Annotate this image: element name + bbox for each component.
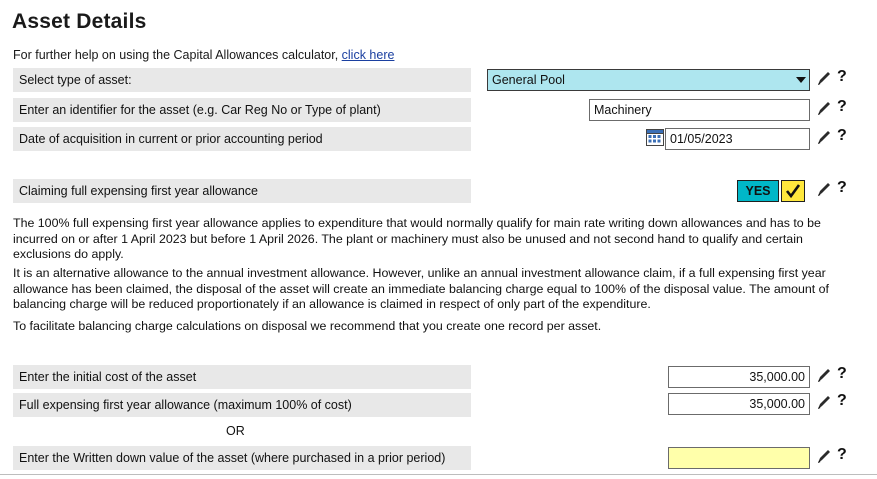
bottom-divider <box>0 474 877 475</box>
edit-pencil-icon-written-down-value[interactable] <box>816 448 832 466</box>
or-divider: OR <box>226 424 245 438</box>
initial-cost-input[interactable]: 35,000.00 <box>668 366 810 388</box>
edit-pencil-icon-acquisition-date[interactable] <box>816 129 832 147</box>
full-expensing-checkbox[interactable] <box>781 180 805 202</box>
help-question-initial-cost[interactable]: ? <box>837 365 847 382</box>
acquisition-date-label: Date of acquisition in current or prior accounting period <box>13 127 471 151</box>
asset-type-select[interactable] <box>487 69 810 91</box>
edit-pencil-icon-identifier[interactable] <box>816 100 832 118</box>
help-question-written-down-value[interactable]: ? <box>837 446 847 463</box>
help-text-prefix: For further help on using the Capital Allowances calculator, <box>13 48 342 62</box>
paragraph-2: It is an alternative allowance to the annual investment allowance. However, unlike an annual investment allowance claim, if a full expensing first year allowance has been claimed, the disposal of the asset will create an immediate balancing charge equal to 100% of the disposal value. The amount of balancing charge will be reduced proportionately if an allowance is claimed in respect of only part of the expenditure. <box>13 266 829 311</box>
help-question-asset-type[interactable]: ? <box>837 68 847 85</box>
help-text <box>13 48 394 62</box>
paragraph-1: The 100% full expensing first year allowance applies to expenditure that would normally qualify for main rate writing down allowances and has to be incurred on or after 1 April 2023 but before 1 April 2026. The plant or machinery must also be unused and not second hand to qualify and certain exclusions do apply. <box>13 216 821 261</box>
asset-type-select-value: General Pool <box>492 73 565 87</box>
edit-pencil-icon-initial-cost[interactable] <box>816 367 832 385</box>
acquisition-date-input[interactable]: 01/05/2023 <box>665 128 810 150</box>
written-down-value-input[interactable] <box>668 447 810 469</box>
help-question-fya[interactable]: ? <box>837 392 847 409</box>
initial-cost-label: Enter the initial cost of the asset <box>13 365 471 389</box>
edit-pencil-icon-fya[interactable] <box>816 394 832 412</box>
identifier-label: Enter an identifier for the asset (e.g. Car Reg No or Type of plant) <box>13 98 471 122</box>
edit-pencil-icon-asset-type[interactable] <box>816 70 832 88</box>
calendar-icon[interactable] <box>646 129 664 145</box>
paragraph-3: To facilitate balancing charge calculations on disposal we recommend that you create one record per asset. <box>13 319 602 333</box>
help-question-acquisition-date[interactable]: ? <box>837 127 847 144</box>
help-link[interactable]: click here <box>341 48 395 62</box>
edit-pencil-icon-full-expensing[interactable] <box>816 181 832 199</box>
fya-input[interactable]: 35,000.00 <box>668 393 810 415</box>
written-down-value-label: Enter the Written down value of the asset (where purchased in a prior period) <box>13 446 471 470</box>
help-question-full-expensing[interactable]: ? <box>837 179 847 196</box>
full-expensing-label: Claiming full expensing first year allowance <box>13 179 471 203</box>
chevron-down-icon <box>796 77 806 83</box>
full-expensing-yes-button[interactable]: YES <box>737 180 779 202</box>
fya-label: Full expensing first year allowance (maximum 100% of cost) <box>13 393 471 417</box>
help-question-identifier[interactable]: ? <box>837 98 847 115</box>
page-title: Asset Details <box>12 10 147 33</box>
identifier-input[interactable]: Machinery <box>589 99 810 121</box>
asset-type-label: Select type of asset: <box>13 68 471 92</box>
